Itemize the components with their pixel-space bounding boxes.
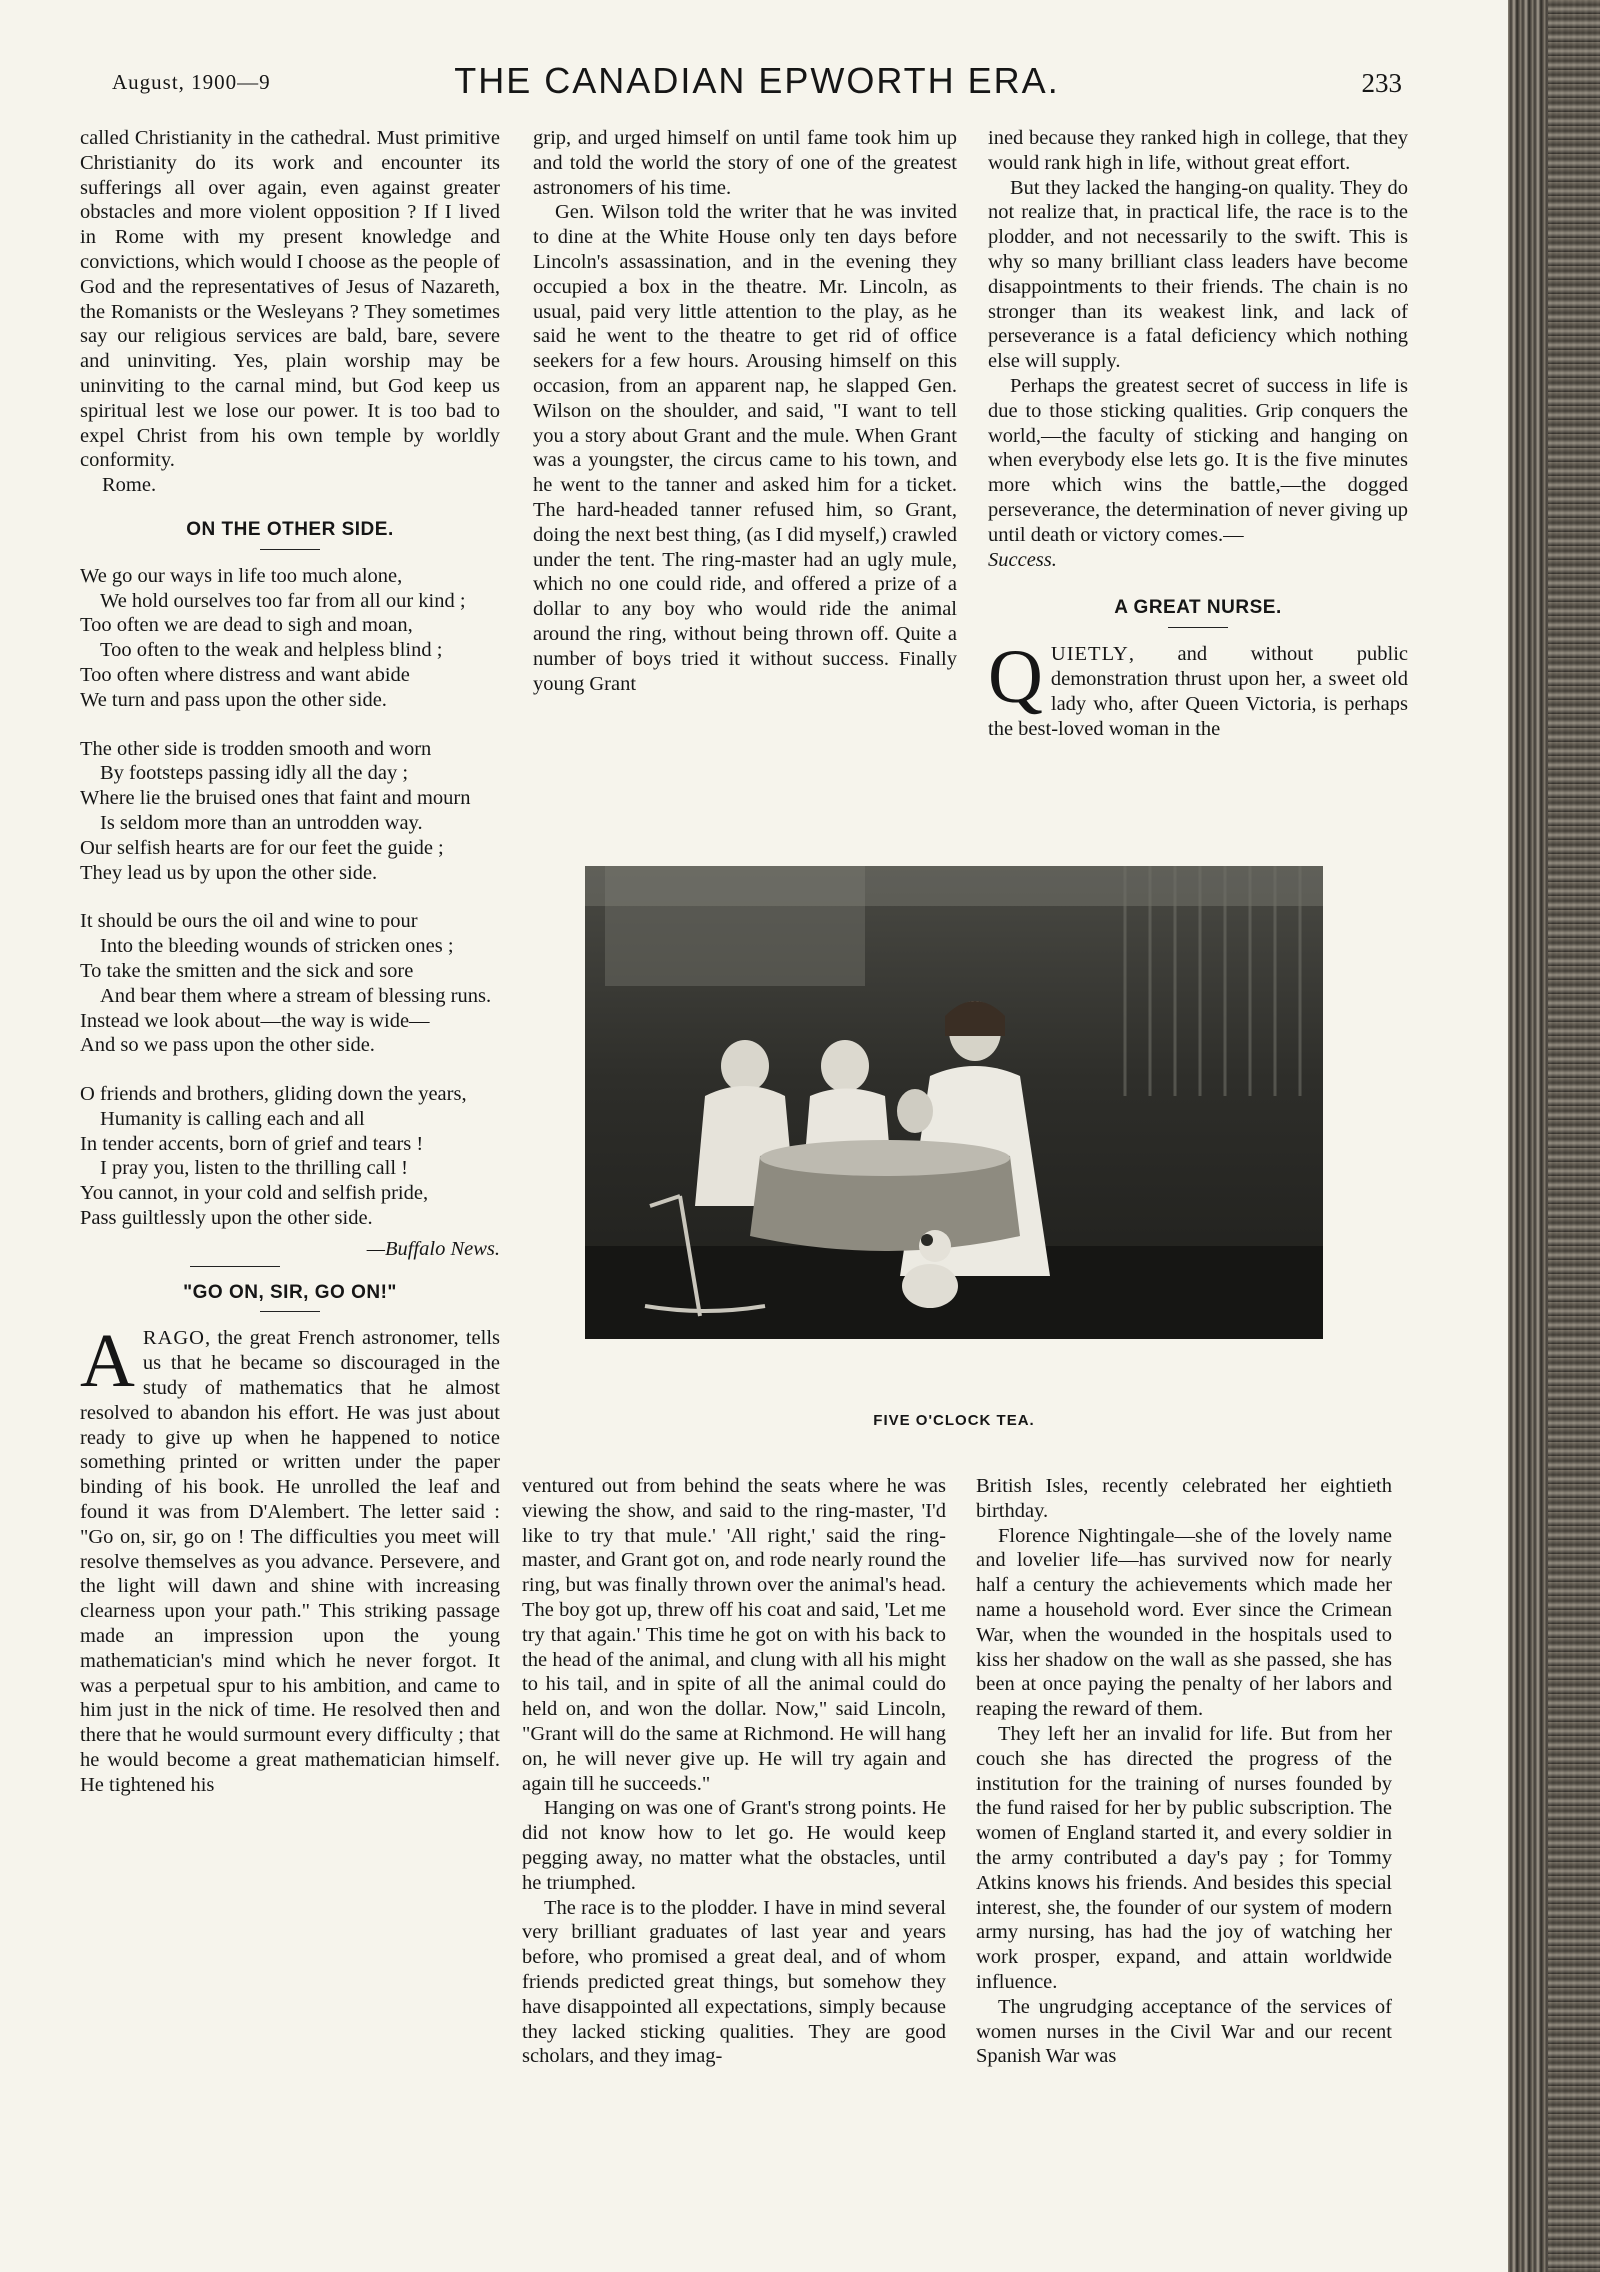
- poem-line: And so we pass upon the other side.: [80, 1034, 375, 1057]
- poem-stanza: [80, 909, 500, 1058]
- poem-line: It should be ours the oil and wine to pour: [80, 910, 418, 933]
- poem-line: Too often where distress and want abide: [80, 663, 410, 686]
- article-body: [80, 1319, 500, 1797]
- poem-line: I pray you, listen to the thrilling call !: [100, 1157, 409, 1180]
- article-text: , and without public demonstration thrust upon her, a sweet old lady who, after Queen Victoria, is perhaps the best-loved woman in the: [988, 643, 1408, 740]
- poem-line: You cannot, in your cold and selfish pride,: [80, 1182, 429, 1205]
- poem-line: Instead we look about—the way is wide—: [80, 1009, 430, 1032]
- page-number: 233: [1361, 68, 1402, 98]
- poem-line: The other side is trodden smooth and worn: [80, 737, 432, 760]
- poem-heading: ON THE OTHER SIDE.: [186, 518, 394, 540]
- poem-line: Too often we are dead to sigh and moan,: [80, 614, 413, 637]
- poem-line: Too often to the weak and helpless blind ;: [100, 639, 443, 662]
- poem-line: Is seldom more than an untrodden way.: [100, 811, 423, 834]
- column-2-bottom: [522, 1474, 946, 2069]
- paragraph: Gen. Wilson told the writer that he was invited to dine at the White House only ten days before Lincoln's assassination, and in the evening they occupied a box in the theatre. Mr. Lincoln, as usual, paid very little attention to the play, as he said he went to the theatre to get rid of office seekers for a few hours. Arousing himself on this occasion, from an apparent nap, he slapped Gen. Wilson on the shoulder, and said, "I want to tell you a story about Grant and the mule. When Grant was a youngster, the circus came to his town, and he went to the tanner and asked him for a ticket. The hard-headed tanner refused him, so Grant, doing the next best thing, (as I did myself,) crawled under the tent. The ring-master had an ugly mule, which no one could ride, and offered a prize of a dollar to any boy who would ride the animal around the ring, without being thrown off. Quite a number of boys tried it without success. Finally young Grant: [533, 201, 957, 695]
- poem-line: They lead us by upon the other side.: [80, 861, 378, 884]
- paragraph: [988, 374, 1408, 572]
- photograph-five-oclock-tea: [585, 866, 1323, 1339]
- place-signature: Rome.: [102, 474, 157, 497]
- column-2-top: [533, 126, 957, 696]
- poem-line: We go our ways in life too much alone,: [80, 564, 403, 587]
- paragraph: The ungrudging acceptance of the services of women nurses in the Civil War and our recent Spanish War was: [976, 1995, 1392, 2068]
- poem-line: We turn and pass upon the other side.: [80, 688, 387, 711]
- poem-line: By footsteps passing idly all the day ;: [100, 762, 409, 785]
- paragraph: But they lacked the hanging-on quality. They do not realize that, in practical life, the race is to the plodder, and not necessarily to the swift. This is why so many brilliant class leaders have become disappointments to their friends. The chain is no stronger than its weakest link, and lack of perseverance is a fatal deficiency which nothing else will supply.: [988, 176, 1408, 373]
- paragraph: They left her an invalid for life. But from her couch she has directed the progress of the institution for the training of nurses founded by the fund raised for her by public subscription. The women of England started it, and every soldier in the army contributed a day's pay ; for Tommy Atkins knows his friends. And besides this special interest, she, the founder of our system of modern army nursing, has had the joy of watching her work prosper, expand, and attain worldwide influence.: [976, 1722, 1392, 1993]
- column-1: [80, 126, 500, 1798]
- paragraph: Florence Nightingale—she of the lovely name and lovelier life—has survived now for nearly half a century the achievements which made her name a household word. Ever since the Crimean War, when the wounded in the hospitals used to kiss her shadow on the wall as she passed, she has been at once paying the penalty of her labors and reaping the reward of them.: [976, 1524, 1392, 1721]
- paragraph-text: Perhaps the greatest secret of success in life is due to those sticking qualities. Grip conquers the world,—the faculty of sticking and hanging on when everybody else lets go. It is the five minutes more which wins the battle,—the dogged perseverance, the determination of never giving up until death or victory comes.—: [988, 374, 1408, 546]
- book-binding-edge: [1508, 0, 1600, 2272]
- poem-line: To take the smitten and the sick and sore: [80, 959, 414, 982]
- paragraph: Hanging on was one of Grant's strong points. He did not know how to let go. He would keep pegging away, no matter what the obstacles, until he triumphed.: [522, 1797, 946, 1894]
- photo-caption: FIVE O'CLOCK TEA.: [873, 1412, 1035, 1429]
- divider: [190, 1266, 280, 1267]
- poem-stanza: [80, 1082, 500, 1231]
- paragraph: grip, and urged himself on until fame took him up and told the world the story of one of the greatest astronomers of his time.: [533, 127, 957, 199]
- first-word: RAGO: [142, 1327, 205, 1350]
- poem-line: And bear them where a stream of blessing runs.: [100, 984, 492, 1007]
- article-text: , the great French astronomer, tells us that he became so discouraged in the study of mathematics that he almost resolved to abandon his effort. He was just about ready to give up when he happened to notice something printed or written under the paper binding of his book. He unrolled the leaf and found it was from D'Alembert. The letter said : "Go on, sir, go on ! The difficulties you meet will resolve themselves as you advance. Persevere, and the light will dawn and shine with increasing clearness upon your path." This striking passage made an impression upon the young mathematician's mind which he never forgot. It was a perpetual spur to his ambition, and came to him just in the nick of time. He resolved then and there that he would surmount every difficulty ; that he would become a great mathematician himself. He tightened his: [80, 1327, 500, 1796]
- poem-line: Into the bleeding wounds of stricken ones ;: [100, 935, 454, 958]
- issue-date: August, 1900—9: [112, 70, 271, 94]
- poem-attribution: —Buffalo News.: [366, 1237, 500, 1260]
- source-credit: Success.: [988, 548, 1057, 571]
- paragraph: called Christianity in the cathedral. Must primitive Christianity do its work and encounter its sufferings all over again, even against greater obstacles and more violent opposition ? If I lived in Rome with my present knowledge and convictions, which would I choose as the people of God and the representatives of Jesus of Nazareth, the Romanists or the Wesleyans ? They sometimes say our religious services are bald, bare, severe and uninviting. Yes, plain worship may be uninviting to the carnal mind, but God keep us spiritual lest we lose our power. It is too bad to expel Christ from his own temple by worldly conformity.: [80, 127, 500, 472]
- column-3-top: [988, 126, 1408, 741]
- photo-illustration: [585, 866, 1323, 1339]
- poem-stanza: [80, 564, 500, 713]
- paragraph: ined because they ranked high in college, that they would rank high in life, without great effort.: [988, 127, 1408, 174]
- poem-line: O friends and brothers, gliding down the years,: [80, 1083, 467, 1106]
- poem-line: Humanity is calling each and all: [100, 1107, 365, 1130]
- poem-line: Our selfish hearts are for our feet the guide ;: [80, 836, 444, 859]
- article-heading: "GO ON, SIR, GO ON!": [183, 1281, 397, 1303]
- poem-line: Pass guiltlessly upon the other side.: [80, 1207, 373, 1230]
- divider: [260, 1311, 320, 1312]
- drop-cap: A: [80, 1319, 135, 1404]
- paragraph: British Isles, recently celebrated her eightieth birthday.: [976, 1475, 1392, 1522]
- divider: [260, 549, 320, 550]
- article-body: [988, 635, 1408, 741]
- drop-cap: Q: [988, 635, 1043, 720]
- poem-line: We hold ourselves too far from all our kind ;: [100, 589, 466, 612]
- first-word: UIETLY: [1050, 643, 1129, 666]
- column-3-bottom: [976, 1474, 1392, 2069]
- page-header: [112, 60, 1402, 112]
- poem-stanza: [80, 737, 500, 886]
- poem-line: Where lie the bruised ones that faint and mourn: [80, 787, 471, 810]
- article-heading: A GREAT NURSE.: [1114, 597, 1282, 619]
- paragraph: The race is to the plodder. I have in mind several very brilliant graduates of last year and years before, who promised a great deal, and of whom friends predicted great things, but somehow they have disappointed all expectations, simply because they lacked sticking qualities. They are good scholars, and they imag-: [522, 1896, 946, 2068]
- divider: [1168, 627, 1228, 628]
- magazine-title: THE CANADIAN EPWORTH ERA.: [454, 60, 1060, 101]
- poem: [80, 564, 500, 1267]
- poem-line: In tender accents, born of grief and tears !: [80, 1132, 424, 1155]
- paragraph: ventured out from behind the seats where he was viewing the show, and said to the ring-master, 'I'd like to try that mule.' 'All right,' said the ring-master, and Grant got on, and rode nearly round the ring, but was finally thrown over the animal's head. The boy got up, threw off his coat and said, 'Let me try that again.' This time he got on with his back to the head of the animal, and clung with all his might to his tail, and in spite of all the animal could do held on, and won the dollar. Now," said Lincoln, "Grant will do the same at Richmond. He will hang on, he will never give up. He will try again and again till he succeeds.": [522, 1475, 946, 1795]
